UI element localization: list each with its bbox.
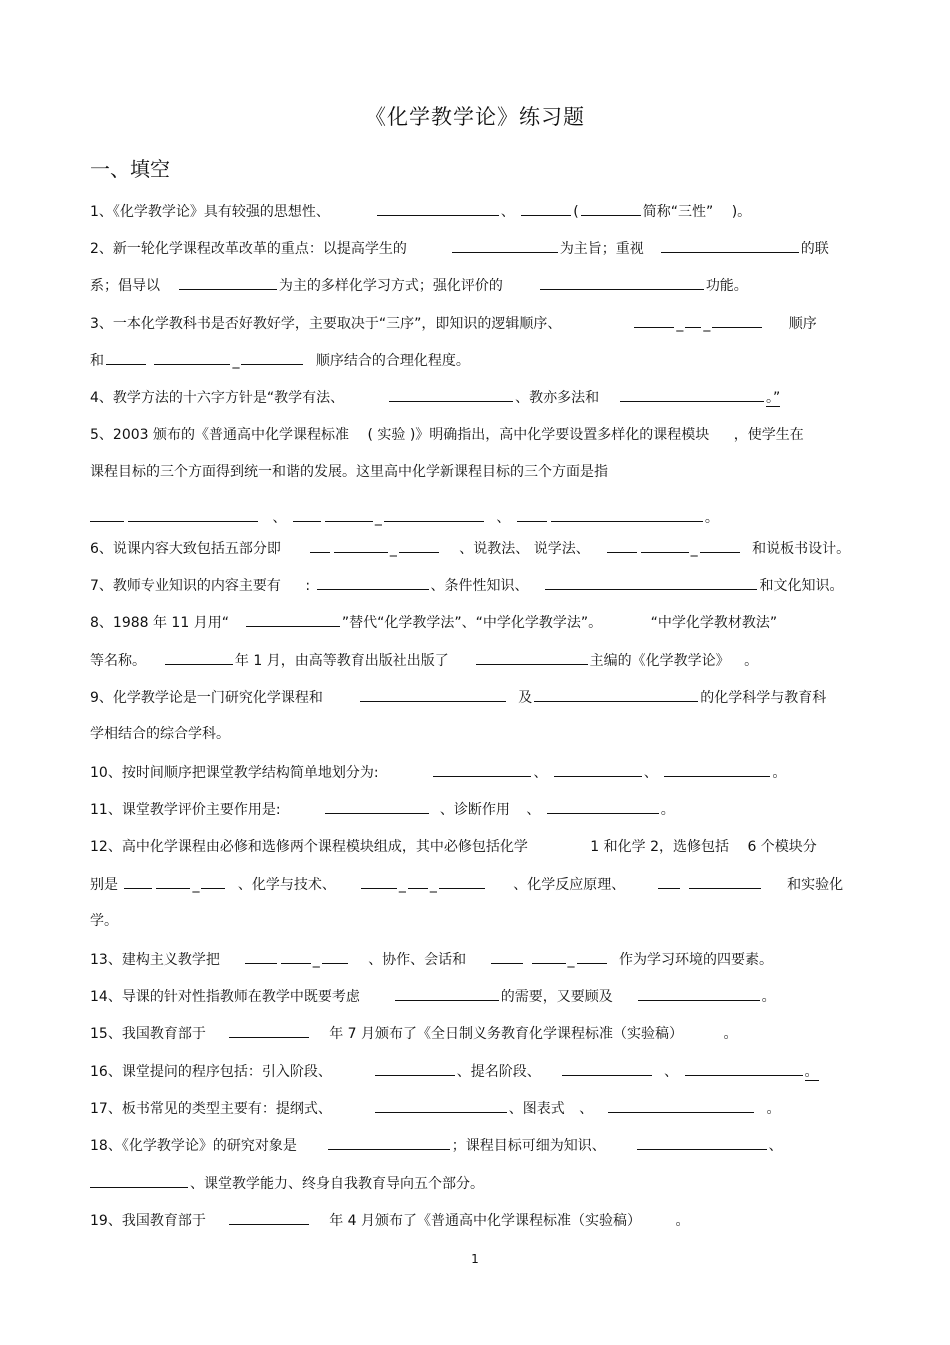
question-8-cont — [90, 649, 865, 671]
q12-text-a: 12、高中化学课程由必修和选修两个课程模块组成，其中必修包括化学 — [90, 839, 528, 855]
q4-text-c: 。” — [765, 390, 781, 406]
q6-text-a: 6、说课内容大致包括五部分即 — [90, 541, 281, 557]
question-19 — [90, 1209, 865, 1231]
q18-text-b: ；课程目标可细为知识、 — [451, 1138, 606, 1154]
q12-text-b: 1 和化学 2，选修包括 — [590, 839, 729, 855]
q3-blank-6 — [241, 349, 303, 365]
question-17 — [90, 1097, 865, 1119]
q17-text-b: 、图表式 — [508, 1101, 565, 1117]
q12-blank-8 — [689, 873, 761, 889]
q6-text-b: _ — [389, 541, 397, 557]
question-15 — [90, 1022, 865, 1044]
q4-text-a: 4、教学方法的十六字方针是“教学有法、 — [90, 390, 345, 406]
q3-text-d: 顺序 — [788, 316, 817, 332]
question-2-cont — [90, 274, 865, 296]
q8-text-b: ”替代“化学教学法”、“中学化学教学法”。 — [341, 615, 603, 631]
question-18 — [90, 1134, 865, 1156]
q1-blank-3 — [581, 200, 641, 216]
q3-text-a: 3、一本化学教科书是否好教好学，主要取决于“三序”，即知识的逻辑顺序、 — [90, 316, 562, 332]
question-3 — [90, 312, 865, 334]
q11-blank-2 — [547, 798, 659, 814]
q1-blank-1 — [377, 200, 499, 216]
q18-text-a: 18、《化学教学论》的研究对象是 — [90, 1138, 297, 1154]
q19-text-c: 。 — [675, 1213, 690, 1229]
q12-text-k: 学。 — [90, 913, 118, 929]
q16-text-b: 、提名阶段、 — [456, 1064, 541, 1080]
q12-text-h: _ — [429, 877, 437, 893]
q14-blank-1 — [395, 985, 499, 1001]
q16-blank-3 — [685, 1060, 803, 1076]
q17-blank-2 — [608, 1097, 754, 1113]
q10-text-c: 、 — [643, 765, 658, 781]
q13-blank-4 — [491, 948, 523, 964]
q10-text-d: 。 — [772, 765, 787, 781]
question-8 — [90, 611, 865, 633]
q2-text-e: 为主的多样化学习方式；强化评价的 — [278, 278, 503, 294]
q10-blank-1 — [433, 761, 531, 777]
question-5-blanks — [90, 506, 865, 528]
q3-text-g: 顺序结合的合理化程度。 — [315, 353, 470, 369]
q5-blank-3 — [293, 506, 321, 522]
q3-blank-1 — [634, 312, 674, 328]
q9-text-a: 9、化学教学论是一门研究化学课程和 — [90, 690, 323, 706]
question-13 — [90, 948, 865, 970]
q1-text-a: 1、《化学教学论》具有较强的思想性、 — [90, 204, 330, 220]
question-14 — [90, 985, 865, 1007]
q13-blank-3 — [322, 948, 348, 964]
q4-blank-2 — [620, 386, 764, 402]
q10-blank-3 — [664, 761, 770, 777]
question-10 — [90, 761, 865, 783]
q12-blank-4 — [361, 873, 397, 889]
q2-blank-1 — [452, 237, 558, 253]
q11-blank-1 — [325, 798, 429, 814]
q13-blank-6 — [577, 948, 607, 964]
q8-text-g: 。 — [744, 653, 759, 669]
q9-blank-2 — [534, 686, 698, 702]
q13-blank-1 — [245, 948, 277, 964]
q3-blank-2 — [685, 312, 701, 328]
question-3-cont — [90, 349, 865, 371]
q9-text-d: 学相结合的综合学科。 — [90, 726, 230, 742]
q13-text-b: _ — [312, 952, 320, 968]
q8-text-f: 主编的《化学教学论》 — [589, 653, 730, 669]
q5-text-c: ，使学生在 — [733, 427, 804, 443]
q7-text-a: 7、教师专业知识的内容主要有 — [90, 578, 281, 594]
q3-blank-3 — [712, 312, 762, 328]
q6-blank-2 — [334, 537, 388, 553]
q18-blank-2 — [637, 1134, 767, 1150]
page-number: 1 — [471, 1252, 479, 1266]
q13-text-e: 作为学习环境的四要素。 — [619, 952, 773, 968]
q2-text-f: 功能。 — [705, 278, 748, 294]
q6-blank-5 — [641, 537, 689, 553]
q17-text-a: 17、板书常见的类型主要有：提纲式、 — [90, 1101, 332, 1117]
q13-blank-2 — [281, 948, 311, 964]
question-12-cont — [90, 873, 865, 895]
q6-text-e: 和说板书设计。 — [752, 541, 851, 557]
section-heading: 一、填空 — [90, 157, 170, 181]
q12-blank-5 — [408, 873, 428, 889]
q12-blank-2 — [156, 873, 190, 889]
q10-blank-2 — [554, 761, 642, 777]
q6-blank-4 — [607, 537, 637, 553]
q2-text-b: 为主旨；重视 — [559, 241, 644, 257]
q5-text-b: ( 实验 )》明确指出，高中化学要设置多样化的课程模块 — [367, 427, 710, 443]
q7-blank-1 — [317, 574, 429, 590]
q5-blank-1 — [90, 506, 124, 522]
q9-text-b: 及 — [518, 690, 533, 706]
q2-text-a: 2、新一轮化学课程改革改革的重点：以提高学生的 — [90, 241, 407, 257]
q17-blank-1 — [375, 1097, 507, 1113]
q8-text-d: 等名称。 — [90, 653, 146, 669]
q6-blank-1 — [310, 537, 330, 553]
q5-text-h: 。 — [704, 510, 719, 526]
q8-text-e: 年 1 月，由高等教育出版社出版了 — [234, 653, 449, 669]
q8-blank-1 — [246, 611, 340, 627]
q13-blank-5 — [532, 948, 566, 964]
q13-text-c: 、协作、会话和 — [368, 952, 467, 968]
q9-blank-1 — [360, 686, 506, 702]
question-12 — [90, 836, 865, 858]
q6-blank-3 — [399, 537, 439, 553]
q5-blank-2 — [128, 506, 258, 522]
question-9-cont — [90, 723, 865, 745]
q3-text-f: _ — [232, 353, 240, 369]
question-7 — [90, 574, 865, 596]
q16-blank-2 — [562, 1060, 652, 1076]
question-11 — [90, 798, 865, 820]
q6-text-c: 、说教法、 说学法、 — [459, 541, 590, 557]
question-2 — [90, 237, 865, 259]
q1-blank-2 — [521, 200, 571, 216]
q5-blank-4 — [325, 506, 373, 522]
q12-text-d: 别是 — [90, 877, 118, 893]
q12-text-c: 6 个模块分 — [747, 839, 817, 855]
q6-text-d: _ — [690, 541, 698, 557]
q19-text-b: 年 4 月颁布了《普通高中化学课程标准（实验稿） — [329, 1213, 641, 1229]
q8-text-a: 8、1988 年 11 月用“ — [90, 615, 229, 631]
q2-blank-4 — [540, 274, 704, 290]
q18-text-d: 、课堂教学能力、终身自我教育导向五个部分。 — [190, 1176, 484, 1192]
question-16 — [90, 1060, 865, 1082]
q5-blank-5 — [384, 506, 484, 522]
q4-blank-1 — [389, 386, 513, 402]
q5-blank-7 — [551, 506, 703, 522]
q19-blank-1 — [229, 1209, 309, 1225]
q5-blank-6 — [517, 506, 547, 522]
q17-text-c: 、 — [579, 1101, 594, 1117]
q12-text-f: 、化学与技术、 — [237, 877, 336, 893]
question-5 — [90, 424, 865, 446]
q10-text-a: 10、按时间顺序把课堂教学结构简单地划分为: — [90, 765, 379, 781]
q19-text-a: 19、我国教育部于 — [90, 1213, 206, 1229]
q18-text-c: 、 — [768, 1138, 783, 1154]
page-title: 《化学教学论》练习题 — [365, 105, 585, 129]
q12-blank-1 — [124, 873, 152, 889]
q16-text-d: 。 — [804, 1064, 819, 1080]
q5-text-f: _ — [374, 510, 382, 526]
question-1 — [90, 200, 865, 222]
q14-text-b: 的需要，又要顾及 — [500, 989, 613, 1005]
q10-text-b: 、 — [533, 765, 548, 781]
q13-text-d: _ — [567, 952, 575, 968]
q12-text-e: _ — [192, 877, 200, 893]
q15-text-a: 15、我国教育部于 — [90, 1026, 206, 1042]
q14-text-a: 14、导课的针对性指教师在教学中既要考虑 — [90, 989, 360, 1005]
q2-blank-2 — [661, 237, 799, 253]
q1-text-d: 简称“三性” — [642, 204, 714, 220]
q13-text-a: 13、建构主义教学把 — [90, 952, 220, 968]
q15-blank-1 — [229, 1022, 309, 1038]
q11-text-b: 、诊断作用 — [439, 802, 510, 818]
q5-text-a: 5、2003 颁布的《普通高中化学课程标准 — [90, 427, 349, 443]
q5-text-g: 、 — [496, 510, 511, 526]
q11-text-d: 。 — [660, 802, 675, 818]
q12-text-g: _ — [398, 877, 406, 893]
q7-text-b: : — [305, 578, 311, 594]
q4-text-b: 、教亦多法和 — [515, 390, 600, 406]
q18-blank-3 — [90, 1172, 188, 1188]
q12-text-i: 、化学反应原理、 — [513, 877, 626, 893]
q7-text-c: 、条件性知识、 — [430, 578, 529, 594]
question-12-cont-2 — [90, 910, 865, 932]
q1-text-e: )。 — [731, 204, 752, 220]
q16-blank-1 — [375, 1060, 455, 1076]
q7-text-d: 和文化知识。 — [759, 578, 844, 594]
q3-blank-4 — [106, 349, 146, 365]
q3-text-e: 和 — [90, 353, 104, 369]
question-5-cont — [90, 461, 865, 483]
q15-text-c: 。 — [723, 1026, 738, 1042]
q7-blank-2 — [545, 574, 757, 590]
q15-text-b: 年 7 月颁布了《全日制义务教育化学课程标准（实验稿） — [329, 1026, 683, 1042]
q9-text-c: 的化学科学与教育科 — [700, 690, 827, 706]
q16-text-a: 16、课堂提问的程序包括：引入阶段、 — [90, 1064, 332, 1080]
q8-blank-2 — [165, 649, 233, 665]
q12-blank-3 — [201, 873, 225, 889]
q3-text-b: _ — [676, 316, 684, 332]
q8-blank-3 — [476, 649, 588, 665]
question-9 — [90, 686, 865, 708]
q18-blank-1 — [328, 1134, 450, 1150]
q2-text-d: 系；倡导以 — [90, 278, 160, 294]
q1-text-b: 、 — [500, 204, 515, 220]
q3-blank-5 — [154, 349, 230, 365]
question-6 — [90, 537, 865, 559]
q6-blank-6 — [700, 537, 740, 553]
q1-text-c: ( — [573, 204, 579, 220]
q14-text-c: 。 — [761, 989, 776, 1005]
q11-text-c: 、 — [526, 802, 541, 818]
q11-text-a: 11、课堂教学评价主要作用是: — [90, 802, 281, 818]
q16-text-c: 、 — [664, 1064, 679, 1080]
q2-text-c: 的联 — [800, 241, 829, 257]
q3-text-c: _ — [703, 316, 711, 332]
q12-blank-7 — [658, 873, 680, 889]
question-4 — [90, 386, 865, 408]
q17-text-d: 。 — [766, 1101, 781, 1117]
question-18-cont — [90, 1172, 865, 1194]
q5-text-e: 、 — [272, 510, 287, 526]
q12-text-j: 和实验化 — [787, 877, 844, 893]
q2-blank-3 — [179, 274, 277, 290]
q5-text-d: 课程目标的三个方面得到统一和谐的发展。这里高中化学新课程目标的三个方面是指 — [90, 464, 608, 480]
q14-blank-2 — [638, 985, 760, 1001]
q8-text-c: “中学化学教材教法” — [650, 615, 778, 631]
q12-blank-6 — [439, 873, 485, 889]
